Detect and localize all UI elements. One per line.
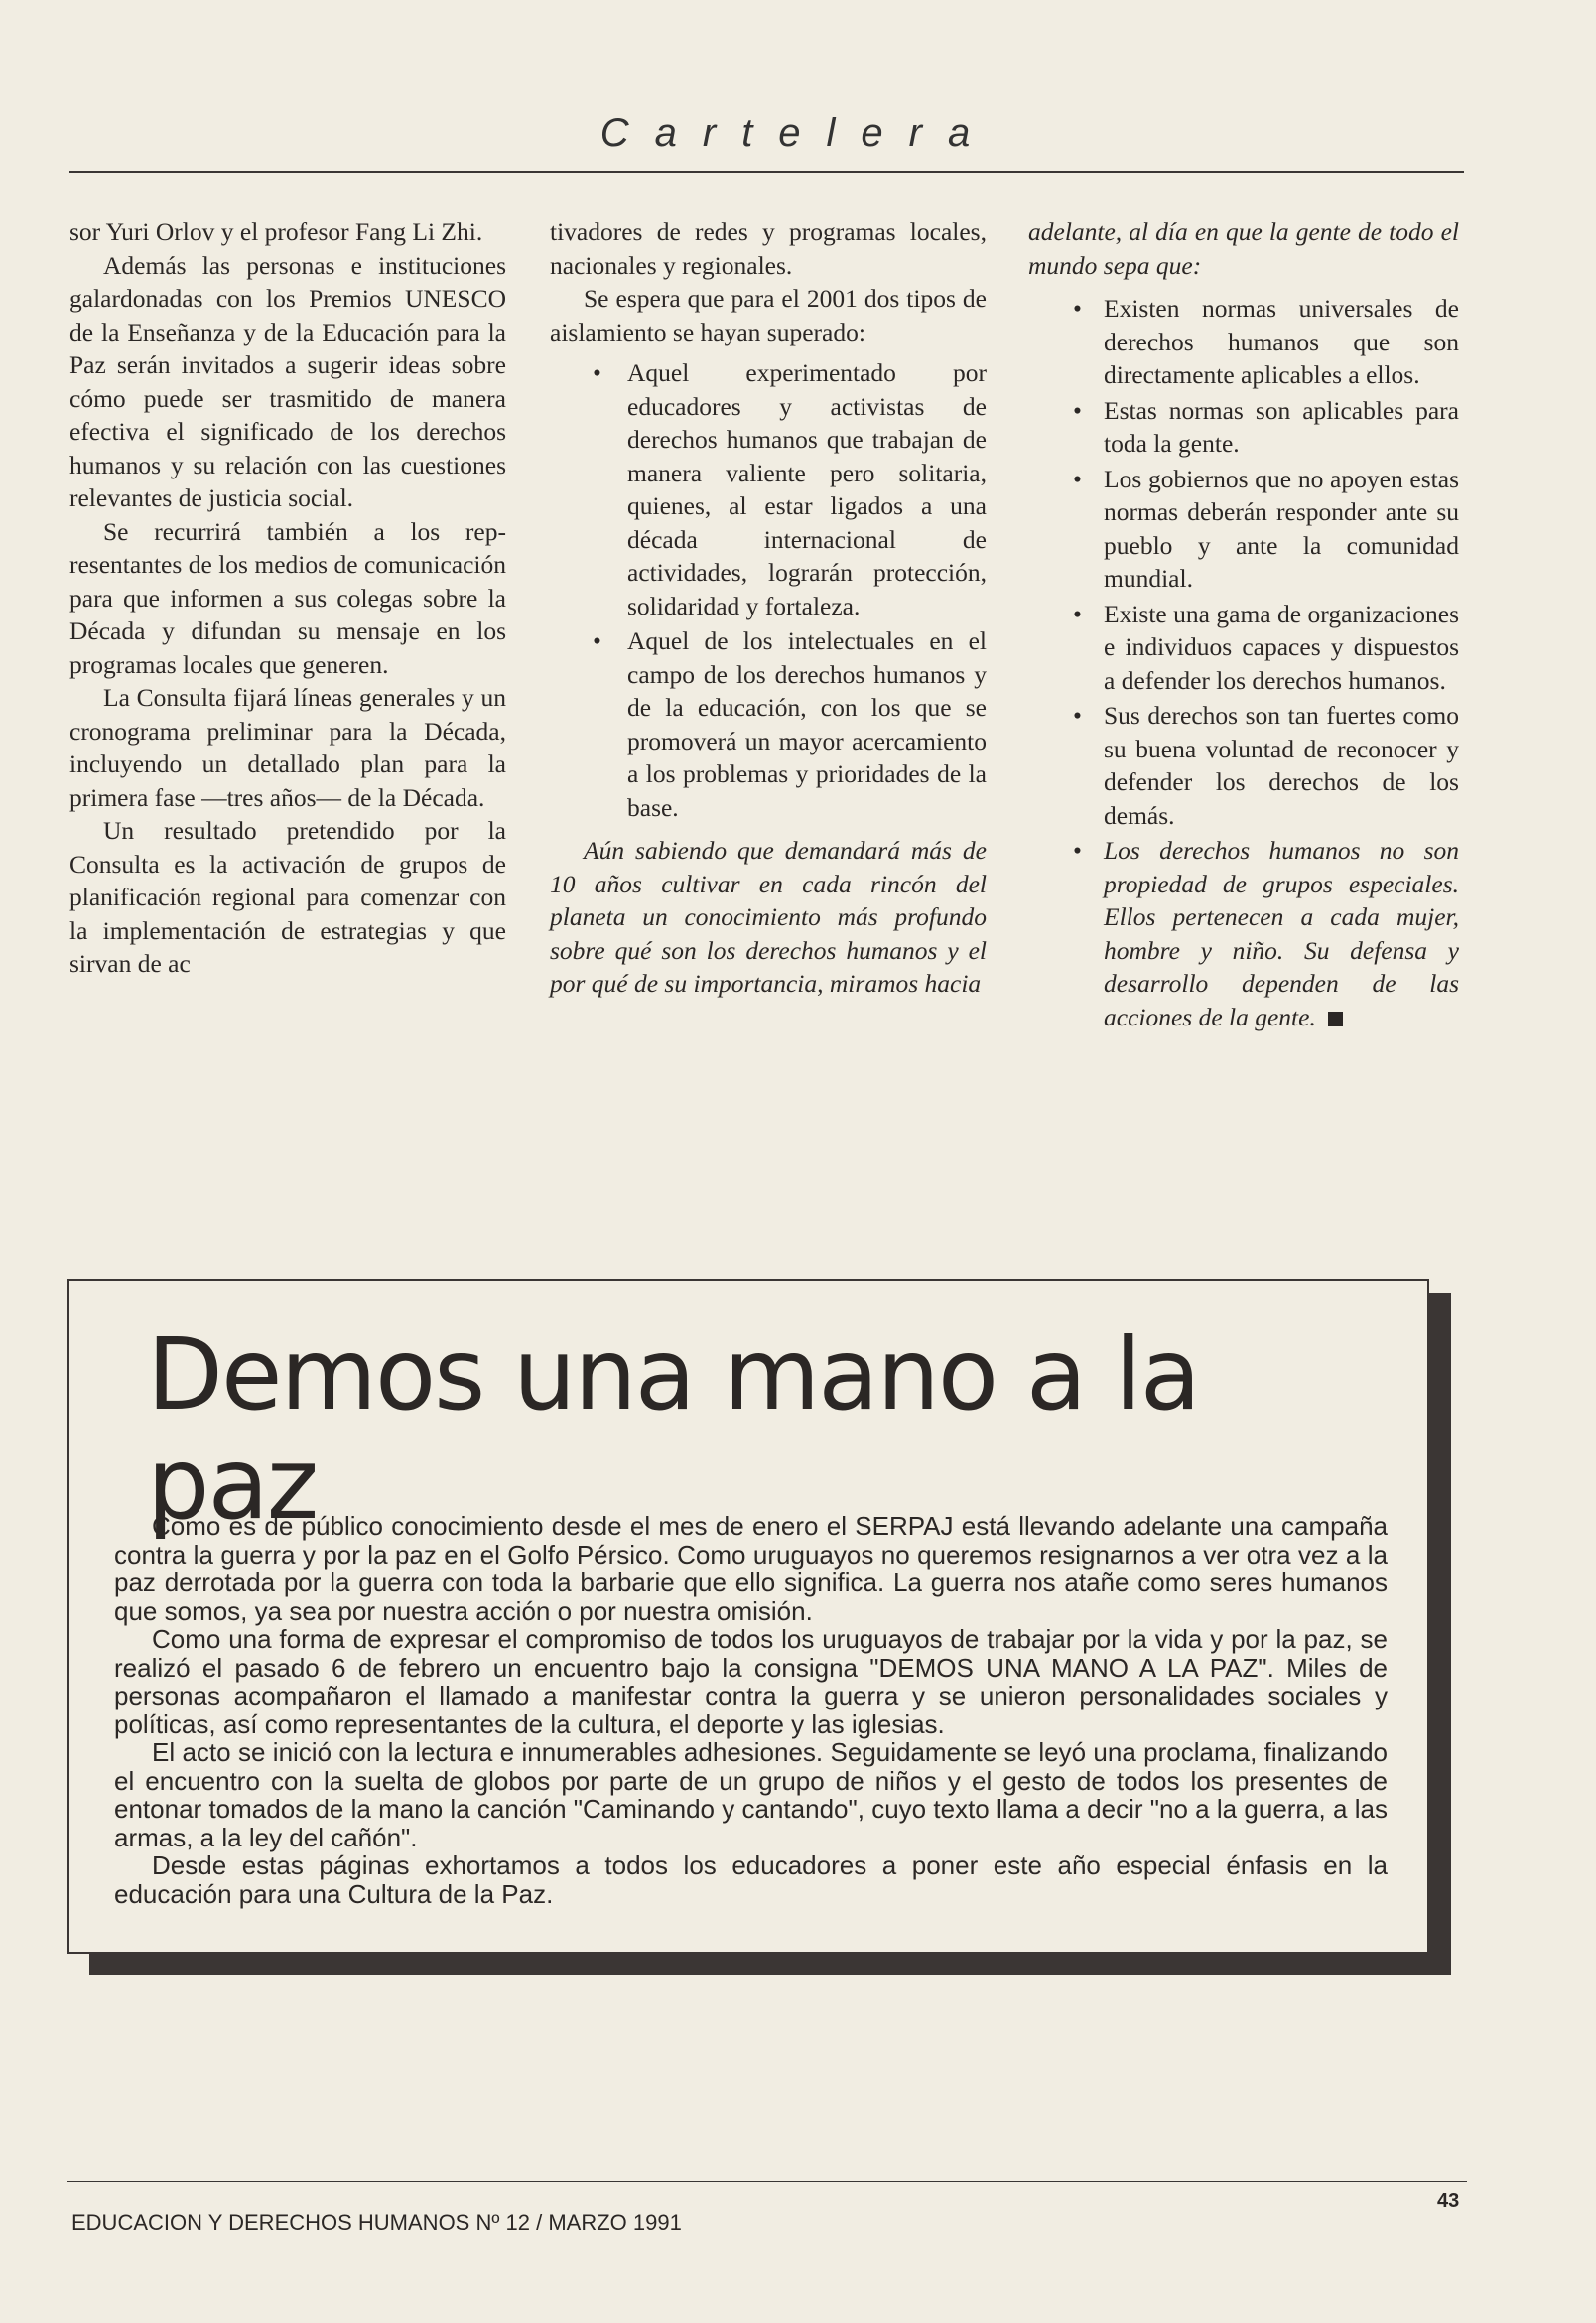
list-item-text: Existe una gama de organizaciones e individuos capaces y dispuestos a defender los derechos humanos.	[1104, 599, 1459, 695]
col2-paragraph: Se espera que para el 2001 dos tipos de aislamiento se hayan superado:	[550, 284, 987, 346]
list-item-text: Aquel experimentado por educadores y activistas de derechos humanos que trabajan de manera valiente pero solitaria, quienes, al estar ligados a una década internacional de actividades, lograrán protección, solidaridad y fortaleza.	[627, 358, 987, 620]
footer-rule	[67, 2181, 1467, 2182]
page-number: 43	[1437, 2190, 1460, 2212]
list-item-text: Sus derechos son tan fuertes como su buena voluntad de reconocer y defender los derechos de los demás.	[1104, 701, 1459, 830]
column-2	[550, 215, 987, 1001]
bullet-icon: •	[1073, 464, 1082, 493]
list-item	[1028, 394, 1459, 461]
column-3	[1028, 215, 1459, 1035]
col1-paragraph: Un resultado pretendido por la Consulta es la activación de grupos de planificación regional para comenzar con la implementación de estrategias y que sirvan de ac	[69, 816, 506, 978]
column-1	[69, 215, 506, 981]
boxed-article-body	[114, 1512, 1388, 1908]
list-item	[1028, 699, 1459, 832]
bullet-icon: •	[1073, 294, 1082, 323]
boxed-article-title: Demos una mano a la paz	[147, 1316, 1199, 1542]
list-item-text: Estas normas son aplicables para toda la gente.	[1104, 395, 1459, 458]
col3-intro: adelante, al día en que la gente de todo el mundo sepa que:	[1028, 217, 1459, 280]
bullet-icon: •	[1073, 701, 1082, 730]
col1-paragraph: Además las personas e instituciones galardonadas con los Premios UNESCO de la Enseñanza y de la Educación para la Paz serán invitados a sugerir ideas sobre cómo puede ser trasmitido de manera efectiva el significado de los derechos humanos y su relación con las cuestiones relevantes de justicia social.	[69, 250, 506, 512]
list-item	[1028, 598, 1459, 698]
list-item	[1028, 834, 1459, 1033]
box-paragraph: Como es de público conocimiento desde el mes de enero el SERPAJ está llevando adelante una campaña contra la guerra y por la paz en el Golfo Pérsico. Como uruguayos no queremos resignarnos a ver otra vez a la paz derrotada por la guerra con toda la barbarie que ello significa. La guerra nos atañe como seres humanos que somos, ya sea por nuestra acción o por nuestra omisión.	[114, 1511, 1388, 1626]
list-item-text: Aquel de los intelectuales en el campo de los derechos humanos y de la educación, con los que se promoverá un mayor acercamiento a los problemas y prioridades de la base.	[627, 626, 987, 822]
list-item	[550, 356, 987, 622]
list-item-text: Los derechos humanos no son propiedad de grupos especiales. Ellos pertenecen a cada mujer, hombre y niño. Su defensa y desarrollo dependen de las acciones de la gente.	[1104, 836, 1459, 1031]
col2-bullet-list	[550, 356, 987, 824]
bullet-icon: •	[593, 626, 601, 655]
bullet-icon: •	[1073, 599, 1082, 628]
col3-bullet-list	[1028, 292, 1459, 1033]
list-item	[1028, 463, 1459, 596]
publication-footer: EDUCACION Y DERECHOS HUMANOS Nº 12 / MARZO 1991	[71, 2210, 682, 2235]
list-item-text: Existen normas universales de derechos humanos que son directamente aplicables a ellos.	[1104, 294, 1459, 389]
list-item	[550, 624, 987, 824]
bullet-icon: •	[593, 358, 601, 387]
box-paragraph: Desde estas páginas exhortamos a todos los educadores a poner este año especial énfasis en la educación para una Cultura de la Paz.	[114, 1850, 1388, 1909]
list-item-text: Los gobiernos que no apoyen estas normas deberán responder ante su pueblo y ante la comunidad mundial.	[1104, 464, 1459, 593]
col2-intro: tivadores de redes y programas locales, nacionales y regionales.	[550, 217, 987, 280]
header-rule	[69, 171, 1464, 173]
list-item	[1028, 292, 1459, 392]
col1-paragraph: La Consulta fijará líneas generales y un cronograma preliminar para la Década, incluyendo un detallado plan para la primera fase —tres años— de la Década.	[69, 683, 506, 812]
end-mark-icon	[1328, 1012, 1343, 1026]
bullet-icon: •	[1073, 836, 1082, 865]
col1-paragraph: Se recurrirá también a los representantes de los medios de comunicación para que informen a sus colegas sobre la Década y difundan su mensaje en los programas locales que generen.	[69, 516, 506, 679]
col1-paragraph: sor Yuri Orlov y el profesor Fang Li Zhi.	[69, 217, 483, 246]
box-paragraph: El acto se inició con la lectura e innumerables adhesiones. Seguidamente se leyó una proclama, finalizando el encuentro con la suelta de globos por parte de un grupo de niños y el gesto de todos los presentes de entonar tomados de la mano la canción "Caminando y cantando", cuyo texto llama a decir "no a la guerra, a las armas, a la ley del cañón".	[114, 1737, 1388, 1852]
section-title: Cartelera	[599, 111, 997, 155]
col2-closing: Aún sabiendo que demandará más de 10 años cultivar en cada rincón del planeta un conocimiento más profundo sobre qué son los derechos humanos y el por qué de su importancia, miramos hacia	[550, 836, 987, 998]
bullet-icon: •	[1073, 395, 1082, 425]
box-paragraph: Como una forma de expresar el compromiso de todos los uruguayos de trabajar por la vida y por la paz, se realizó el pasado 6 de febrero un encuentro bajo la consigna "DEMOS UNA MANO A LA PAZ". Miles de personas acompañaron el llamado a manifestar contra la guerra y se unieron personalidades sociales y políticas, así como representantes de la cultura, el deporte y las iglesias.	[114, 1624, 1388, 1739]
